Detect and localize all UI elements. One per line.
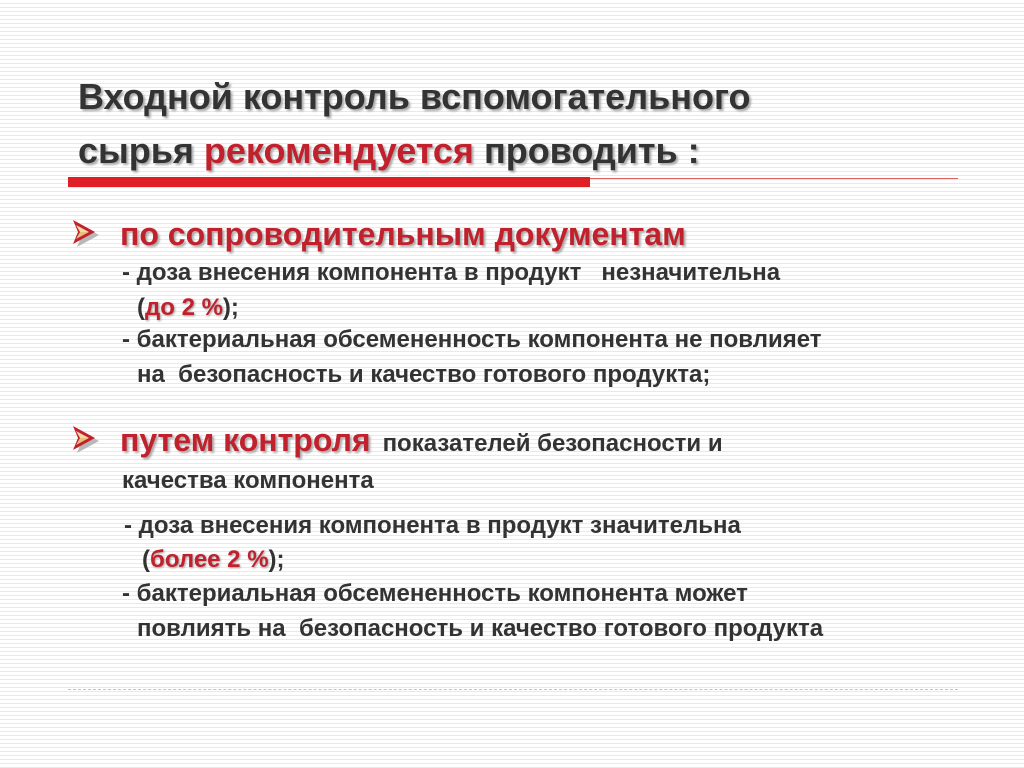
section-2-value: более 2 %: [150, 546, 269, 573]
section-2-paren-open: (: [142, 546, 150, 573]
slide-title: [78, 70, 978, 178]
section-1-line-4: на безопасность и качество готового продукта;: [137, 361, 711, 388]
section-2-line-2: качества компонента: [122, 467, 374, 494]
title-underline-red: [68, 177, 590, 187]
section-2-line-3: - доза внесения компонента в продукт значительна: [124, 512, 741, 539]
footer-divider: [68, 689, 958, 691]
arrow-bullet-icon: [70, 218, 100, 248]
section-1-paren-open: (: [137, 294, 145, 321]
title-highlight: рекомендуется: [203, 130, 474, 171]
section-1-line-1: - доза внесения компонента в продукт незначительна: [122, 259, 781, 286]
section-2-line-6: повлиять на безопасность и качество готового продукта: [137, 615, 824, 642]
section-1-paren-close: );: [222, 294, 239, 321]
title-line-1: Входной контроль вспомогательного: [78, 76, 751, 117]
section-1-heading-row: [70, 216, 686, 252]
title-line-2: [78, 124, 978, 178]
section-2-paren-close: );: [268, 546, 285, 573]
section-1-heading: по сопроводительным документам: [120, 216, 686, 252]
title-line-2-start: сырья: [78, 130, 204, 171]
title-underline-thin: [590, 178, 958, 179]
section-1-value: до 2 %: [145, 294, 223, 321]
arrow-bullet-icon: [70, 424, 100, 454]
section-2-heading-row: [70, 422, 723, 458]
section-1-line-3: - бактериальная обсемененность компонента не повлияет: [122, 326, 822, 353]
title-line-2-end: проводить :: [473, 130, 700, 171]
section-1-line-2: [137, 293, 239, 323]
section-2-line-5: - бактериальная обсемененность компонента может: [122, 580, 748, 607]
section-2-line-4: [142, 545, 285, 575]
section-2-heading-tail: показателей безопасности и: [382, 430, 723, 457]
section-2-heading: путем контроля: [120, 422, 371, 458]
